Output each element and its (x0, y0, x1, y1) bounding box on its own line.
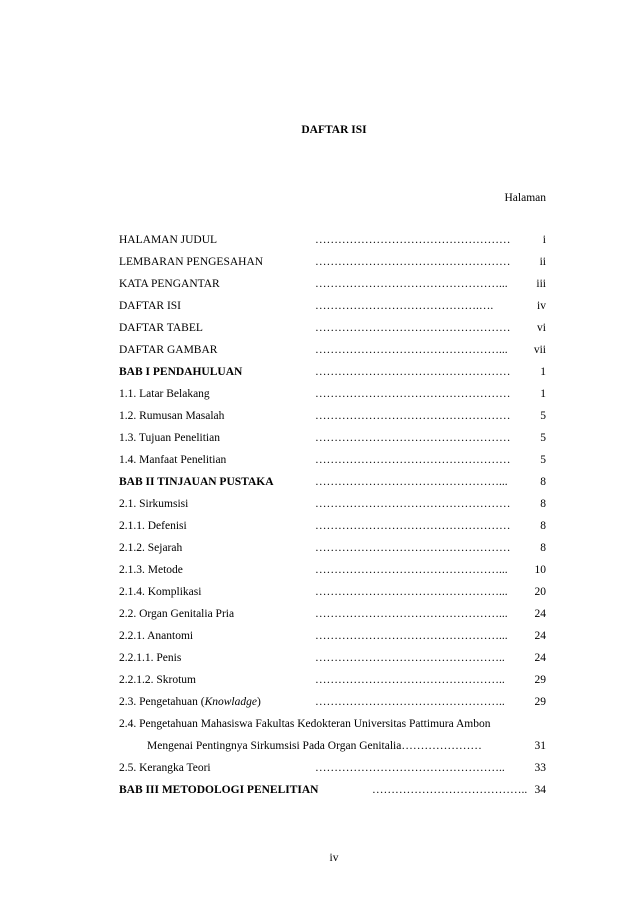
toc-leader: …………………………………………... (315, 476, 508, 488)
toc-row (119, 628, 546, 650)
toc-row (119, 232, 546, 254)
toc-label: DAFTAR GAMBAR (119, 344, 218, 356)
toc-label: BAB I PENDAHULUAN (119, 366, 243, 378)
toc-label: BAB III METODOLOGI PENELITIAN (119, 784, 319, 796)
toc-row (119, 298, 546, 320)
toc-row (119, 342, 546, 364)
toc-chapter-row (119, 782, 546, 804)
toc-chapter-row (119, 474, 546, 496)
toc-row (119, 760, 546, 782)
toc-leader: …………………………………………… (315, 388, 511, 400)
toc-label: 2.1.2. Sejarah (119, 542, 183, 554)
toc-page-number: 5 (540, 410, 546, 422)
toc-label-text: Mengenai Pentingnya Sirkumsisi Pada Organ Genitalia (147, 740, 402, 752)
toc-row (119, 650, 546, 672)
toc-row (119, 452, 546, 474)
toc-leader: …………………………………………... (315, 344, 508, 356)
halaman-label: Halaman (504, 192, 546, 204)
toc-leader: …………………………………………... (315, 564, 508, 576)
toc-row (119, 320, 546, 342)
toc-label: 2.1.4. Komplikasi (119, 586, 202, 598)
toc-label (147, 738, 482, 754)
toc-page-number: 1 (540, 366, 546, 378)
toc-row (119, 606, 546, 628)
toc-page-number: 29 (534, 696, 546, 708)
toc-leader: …………………………………………… (315, 454, 511, 466)
toc-leader: …………………………………………… (315, 256, 511, 268)
toc-page-number: 33 (534, 762, 546, 774)
toc-leader: …………………………………………… (315, 498, 511, 510)
toc-label: 2.2. Organ Genitalia Pria (119, 608, 235, 620)
toc-leader: …………………………………………… (315, 542, 511, 554)
toc-page-number: 24 (534, 652, 546, 664)
toc-leader: …………………………………………... (315, 278, 508, 290)
toc-row (119, 694, 546, 716)
toc-leader: ………………………………………….. (315, 762, 505, 774)
toc-page-number: iv (537, 300, 546, 312)
toc-page-number: 5 (540, 432, 546, 444)
toc-page-number: 29 (534, 674, 546, 686)
toc-leader: …………………………………………… (315, 366, 511, 378)
toc-page-number: 8 (540, 542, 546, 554)
toc-label: 1.3. Tujuan Penelitian (119, 432, 220, 444)
toc-page-number: vii (533, 344, 546, 356)
toc-label: 1.2. Rumusan Masalah (119, 410, 225, 422)
toc-row (119, 584, 546, 606)
toc-page-number: 20 (534, 586, 546, 598)
toc-label (119, 694, 261, 710)
toc-page-number: i (542, 234, 546, 246)
toc-page-number: 10 (534, 564, 546, 576)
toc-leader: …………………………………….…. (315, 300, 494, 312)
toc-leader: …………………………………………... (315, 630, 508, 642)
toc-row (119, 716, 546, 738)
table-of-contents (119, 232, 546, 804)
toc-page-number: 8 (540, 520, 546, 532)
toc-label: 2.2.1.2. Skrotum (119, 674, 196, 686)
toc-page-number: iii (536, 278, 546, 290)
toc-label: 2.1.1. Defenisi (119, 520, 187, 532)
toc-label: 2.2.1. Anantomi (119, 630, 194, 642)
toc-row (119, 562, 546, 584)
toc-label: 1.1. Latar Belakang (119, 388, 210, 400)
toc-row-continuation (119, 738, 546, 760)
toc-label: DAFTAR ISI (119, 300, 182, 312)
toc-page-number: 34 (534, 784, 546, 796)
toc-leader: ………………… (401, 740, 482, 752)
toc-label: HALAMAN JUDUL (119, 234, 218, 246)
toc-label-prefix: 2.3. Pengetahuan ( (119, 696, 205, 708)
toc-leader: …………………………………………… (315, 322, 511, 334)
toc-page-number: 24 (534, 608, 546, 620)
toc-label: 2.4. Pengetahuan Mahasiswa Fakultas Kedokteran Universitas Pattimura Ambon (119, 718, 491, 730)
toc-row (119, 386, 546, 408)
toc-leader: ………………………………….. (372, 784, 528, 796)
toc-row (119, 254, 546, 276)
toc-page-number: 24 (534, 630, 546, 642)
toc-label: KATA PENGANTAR (119, 278, 220, 290)
toc-label-suffix: ) (256, 696, 261, 708)
toc-label: 1.4. Manfaat Penelitian (119, 454, 227, 466)
toc-leader: ………………………………………….. (315, 674, 505, 686)
toc-label: 2.1. Sirkumsisi (119, 498, 189, 510)
toc-label: 2.5. Kerangka Teori (119, 762, 211, 774)
toc-leader: …………………………………………… (315, 410, 511, 422)
toc-leader: …………………………………………… (315, 432, 511, 444)
page-number: iv (329, 852, 339, 864)
toc-label: 2.2.1.1. Penis (119, 652, 182, 664)
toc-label: BAB II TINJAUAN PUSTAKA (119, 476, 274, 488)
toc-page-number: 5 (540, 454, 546, 466)
toc-leader: …………………………………………… (315, 520, 511, 532)
toc-page-number: 8 (540, 476, 546, 488)
toc-label: DAFTAR TABEL (119, 322, 203, 334)
toc-leader: …………………………………………... (315, 608, 508, 620)
toc-row (119, 276, 546, 298)
toc-label: LEMBARAN PENGESAHAN (119, 256, 264, 268)
toc-page-number: vi (537, 322, 546, 334)
toc-leader: …………………………………………… (315, 234, 511, 246)
toc-row (119, 430, 546, 452)
toc-label-italic: Knowladge (204, 696, 257, 708)
toc-row (119, 408, 546, 430)
document-title: DAFTAR ISI (301, 124, 367, 136)
toc-leader: ………………………………………….. (315, 696, 505, 708)
toc-page-number: 31 (534, 740, 546, 752)
toc-page-number: 1 (540, 388, 546, 400)
toc-leader: ………………………………………….. (315, 652, 505, 664)
toc-label: 2.1.3. Metode (119, 564, 183, 576)
toc-leader: …………………………………………... (315, 586, 508, 598)
toc-chapter-row (119, 364, 546, 386)
toc-row (119, 672, 546, 694)
toc-row (119, 540, 546, 562)
toc-row (119, 496, 546, 518)
toc-page-number: 8 (540, 498, 546, 510)
toc-page-number: ii (539, 256, 546, 268)
toc-row (119, 518, 546, 540)
